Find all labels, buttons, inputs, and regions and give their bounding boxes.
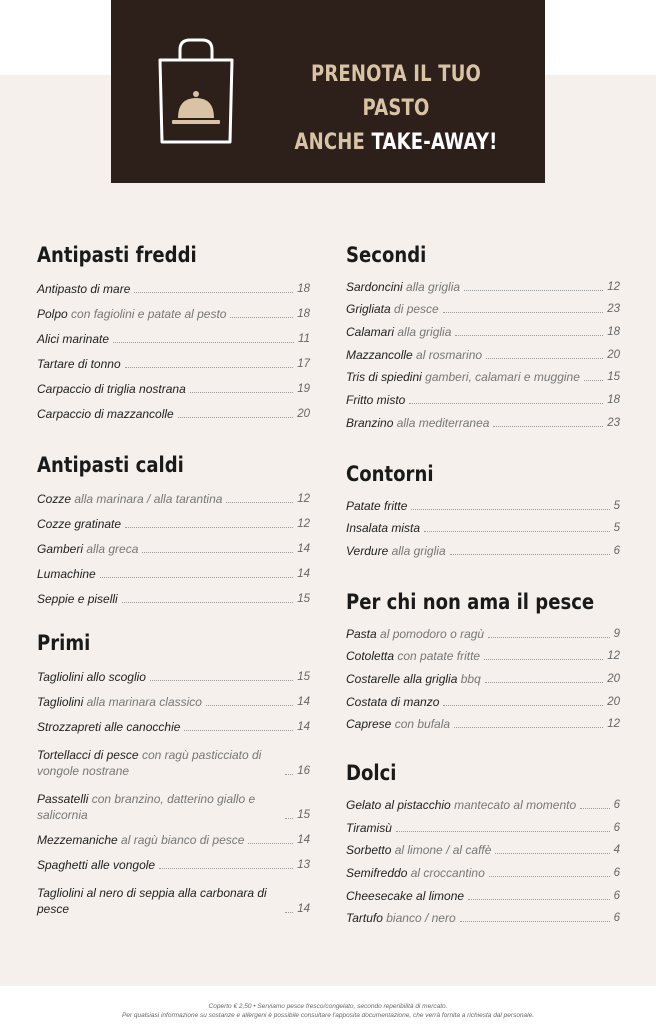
dotted-leader: [125, 527, 293, 528]
menu-list: [346, 274, 620, 433]
menu-item-text: [37, 491, 222, 507]
menu-item-text: [346, 301, 439, 317]
menu-item-text: [346, 820, 392, 836]
menu-item-price: 6: [613, 912, 620, 925]
menu-item-price: 13: [297, 859, 310, 871]
menu-item: [346, 792, 620, 815]
menu-item-name: Mezzemaniche: [37, 833, 118, 847]
menu-item-price: 6: [613, 867, 620, 880]
menu-item-price: 18: [607, 394, 620, 407]
dotted-leader: [580, 808, 609, 809]
menu-item-name: Tagliolini al nero di seppia alla carbonara di pesce: [37, 886, 267, 916]
menu-item-text: [346, 842, 491, 858]
dotted-leader: [493, 426, 603, 427]
takeaway-banner: [111, 0, 545, 183]
menu-item-description: alla griglia: [394, 325, 452, 340]
dotted-leader: [411, 509, 609, 510]
menu-item-name: Sorbetto: [346, 843, 392, 858]
menu-item-price: 20: [297, 408, 310, 420]
dotted-leader: [424, 531, 610, 532]
dotted-leader: [454, 727, 603, 728]
dotted-leader: [184, 730, 293, 731]
section-title: Contorni: [346, 461, 434, 486]
menu-item-name: Tris di spiedini: [346, 370, 422, 385]
dotted-leader: [206, 705, 293, 706]
dotted-leader: [455, 335, 603, 336]
menu-item-name: Carpaccio di mazzancolle: [37, 407, 174, 421]
menu-item-text: [346, 865, 485, 881]
menu-item: [346, 906, 620, 929]
menu-item-text: [37, 832, 244, 848]
menu-item-price: 12: [607, 280, 620, 293]
menu-item: [346, 644, 620, 667]
menu-item: [37, 484, 310, 509]
dotted-leader: [113, 342, 294, 343]
menu-item-text: [37, 516, 121, 532]
menu-item: [346, 297, 620, 320]
dotted-leader: [285, 774, 293, 775]
menu-item-text: [37, 857, 155, 873]
menu-item-price: 5: [613, 522, 620, 535]
section-antipasti-caldi: [37, 446, 310, 609]
section-non-pesce: [346, 583, 620, 734]
menu-item-price: 14: [297, 696, 310, 708]
menu-item: [37, 825, 310, 850]
menu-item: [346, 387, 620, 410]
menu-item-name: Insalata mista: [346, 521, 421, 536]
menu-item-description: bbq: [457, 671, 481, 686]
menu-item-description: alla marinara classico: [83, 695, 202, 709]
menu-item-description: con ragù pasticciato di vongole nostrane: [37, 748, 262, 778]
menu-item-description: alla griglia: [388, 543, 446, 558]
menu-item-price: 9: [613, 627, 620, 640]
menu-item-name: Cozze: [37, 492, 72, 506]
menu-item-text: [346, 347, 482, 363]
dotted-leader: [443, 705, 603, 706]
dotted-leader: [409, 403, 603, 404]
menu-item-name: Seppie e piselli: [37, 592, 118, 606]
menu-item-description: con bufala: [391, 717, 451, 732]
menu-item: [37, 274, 310, 299]
menu-item-price: 19: [297, 383, 310, 395]
menu-list: [346, 621, 620, 734]
dotted-leader: [125, 367, 294, 368]
menu-item: [37, 687, 310, 712]
menu-item-name: Caprese: [346, 717, 392, 732]
menu-item-name: Verdure: [346, 543, 389, 558]
menu-item: [346, 365, 620, 388]
menu-item: [37, 509, 310, 534]
menu-item: [346, 712, 620, 735]
menu-item-description: con fagiolini e patate al pesto: [67, 307, 227, 321]
menu-item-price: 6: [613, 544, 620, 557]
menu-item-name: Passatelli: [37, 792, 89, 806]
menu-item-description: con patate fritte: [394, 649, 481, 664]
dotted-leader: [443, 312, 603, 313]
menu-item-text: [346, 415, 489, 431]
banner-line-2: [285, 126, 506, 160]
dotted-leader: [485, 682, 603, 683]
menu-item-text: [346, 648, 480, 664]
menu-item-name: Fritto misto: [346, 393, 406, 408]
menu-item-price: 15: [607, 371, 620, 384]
menu-column-left: [37, 236, 310, 919]
dotted-leader: [285, 912, 293, 913]
banner-text: [285, 58, 506, 160]
menu-item-name: Gamberi: [37, 542, 84, 556]
dotted-leader: [142, 552, 293, 553]
menu-item-text: [346, 324, 451, 340]
menu-item-name: Lumachine: [37, 567, 96, 581]
menu-item-name: Tartare di tonno: [37, 357, 121, 371]
dotted-leader: [495, 853, 609, 854]
dotted-leader: [190, 392, 293, 393]
menu-item: [346, 666, 620, 689]
menu-item-name: Costarelle alla griglia: [346, 671, 458, 686]
menu-item-description: al limone / al caffè: [391, 843, 492, 858]
menu-item-price: 15: [297, 809, 310, 821]
menu-item-text: [346, 671, 481, 687]
menu-item-text: [37, 356, 121, 372]
menu-item-text: [37, 381, 186, 397]
menu-item-text: [37, 669, 146, 685]
dotted-leader: [285, 818, 293, 819]
menu-item-text: [346, 392, 405, 408]
banner-anche: ANCHE: [294, 130, 372, 155]
dotted-leader: [100, 577, 293, 578]
menu-item-price: 11: [298, 333, 310, 345]
menu-item-price: 15: [297, 593, 310, 605]
menu-item: [346, 838, 620, 861]
menu-item-text: [37, 791, 281, 823]
menu-item-name: Branzino: [346, 415, 394, 430]
dotted-leader: [178, 417, 293, 418]
menu-item: [346, 815, 620, 838]
menu-item-price: 4: [613, 844, 620, 857]
menu-item-price: 18: [297, 283, 310, 295]
section-title: Dolci: [346, 761, 397, 786]
menu-item-name: Carpaccio di triglia nostrana: [37, 382, 186, 396]
menu-item-text: [346, 626, 484, 642]
menu-item: [37, 712, 310, 737]
menu-item: [346, 342, 620, 365]
menu-item-name: Tartufo: [346, 911, 383, 926]
menu-item: [346, 621, 620, 644]
dotted-leader: [468, 899, 610, 900]
menu-item-name: Tortellacci di pesce: [37, 748, 139, 762]
menu-item: [37, 850, 310, 875]
menu-item-name: Patate fritte: [346, 498, 408, 513]
dotted-leader: [134, 292, 293, 293]
section-antipasti-freddi: [37, 236, 310, 424]
menu-item-text: [37, 694, 202, 710]
menu-item-name: Pasta: [346, 626, 377, 641]
menu-item-text: [346, 797, 576, 813]
menu-item-description: alla mediterranea: [393, 415, 490, 430]
menu-item: [346, 274, 620, 297]
menu-item: [37, 349, 310, 374]
footer-note: [0, 1002, 656, 1020]
menu-item-name: Cheesecake al limone: [346, 888, 465, 903]
menu-item-price: 12: [607, 718, 620, 731]
menu-item-name: Polpo: [37, 307, 68, 321]
menu-item-text: [37, 406, 174, 422]
menu-item-name: Costata di manzo: [346, 694, 440, 709]
menu-item: [346, 410, 620, 433]
menu-item-price: 6: [613, 821, 620, 834]
menu-item-price: 12: [607, 650, 620, 663]
menu-item-description: bianco / nero: [382, 911, 456, 926]
menu-item-name: Gelato al pistacchio: [346, 798, 451, 812]
menu-item: [346, 319, 620, 342]
menu-item-price: 14: [297, 568, 310, 580]
menu-list: [37, 484, 310, 609]
dotted-leader: [396, 831, 610, 832]
menu-item-description: di pesce: [390, 302, 439, 317]
menu-list: [346, 493, 620, 561]
menu-item-name: Mazzancolle: [346, 347, 413, 362]
menu-item-text: [37, 747, 281, 779]
menu-item-text: [37, 885, 281, 917]
menu-item-price: 6: [613, 799, 620, 811]
menu-item-text: [346, 498, 407, 514]
section-secondi: [346, 236, 620, 433]
menu-item-description: mantecato al momento: [450, 798, 577, 812]
menu-item-text: [37, 566, 96, 582]
section-title: Antipasti freddi: [37, 243, 197, 267]
dotted-leader: [488, 637, 610, 638]
menu-item-name: Tiramisù: [346, 820, 392, 835]
menu-item: [37, 875, 310, 919]
menu-item-text: [346, 369, 580, 385]
menu-item: [346, 689, 620, 712]
menu-item-name: Calamari: [346, 325, 395, 340]
menu-item: [37, 299, 310, 324]
menu-item-name: Antipasto di mare: [37, 282, 131, 296]
menu-item-text: [37, 541, 138, 557]
menu-item-price: 15: [297, 671, 310, 683]
menu-item-description: alla griglia: [402, 279, 461, 294]
menu-item: [37, 781, 310, 825]
menu-item-description: alla marinara / alla tarantina: [71, 492, 223, 506]
menu-item-text: [346, 716, 450, 732]
menu-item-name: Grigliata: [346, 302, 391, 317]
dotted-leader: [464, 290, 603, 291]
menu-item: [346, 538, 620, 561]
dotted-leader: [489, 876, 610, 877]
menu-item-price: 6: [613, 889, 620, 902]
menu-item: [37, 374, 310, 399]
menu-item-name: Sardoncini: [346, 279, 403, 294]
section-title: Per chi non ama il pesce: [346, 589, 595, 614]
menu-list: [37, 662, 310, 919]
section-title: Secondi: [346, 243, 427, 267]
menu-item-description: al ragù bianco di pesce: [117, 833, 245, 847]
menu-item: [346, 516, 620, 539]
menu-item-name: Tagliolini: [37, 695, 84, 709]
menu-list: [346, 792, 620, 928]
dotted-leader: [122, 602, 293, 603]
menu-item-name: Semifreddo: [346, 866, 408, 881]
menu-item-description: al pomodoro o ragù: [376, 626, 485, 641]
dotted-leader: [484, 659, 603, 660]
dotted-leader: [486, 358, 603, 359]
menu-item-text: [346, 694, 439, 710]
menu-item-price: 14: [297, 543, 310, 555]
menu-item-text: [346, 543, 446, 559]
menu-item-name: Strozzapreti alle canocchie: [37, 720, 181, 734]
banner-takeaway: TAKE-AWAY!: [371, 130, 498, 155]
menu-item: [37, 559, 310, 584]
menu-item-text: [37, 281, 130, 297]
menu-item-text: [346, 888, 464, 904]
menu-column-right: [346, 236, 620, 928]
menu-item-text: [37, 719, 180, 735]
dotted-leader: [159, 868, 293, 869]
menu-item-description: gamberi, calamari e muggine: [421, 370, 580, 385]
dotted-leader: [226, 502, 293, 503]
menu-item-price: 23: [607, 303, 620, 316]
menu-item-name: Tagliolini allo scoglio: [37, 670, 146, 684]
menu-item: [37, 737, 310, 781]
menu-item: [37, 399, 310, 424]
menu-item-price: 18: [607, 326, 620, 339]
menu-item-text: [37, 306, 226, 322]
menu-item-description: alla greca: [83, 542, 139, 556]
menu-item-price: 5: [613, 499, 620, 512]
menu-item-name: Cotoletta: [346, 649, 395, 664]
dotted-leader: [450, 554, 610, 555]
menu-item-price: 20: [607, 672, 620, 685]
section-primi: [37, 624, 310, 919]
menu-item-text: [346, 520, 420, 536]
section-dolci: [346, 754, 620, 928]
menu-item-description: con branzino, datterino giallo e salicornia: [37, 792, 256, 822]
menu-item-price: 20: [607, 695, 620, 708]
menu-item-price: 16: [297, 765, 310, 777]
menu-item: [346, 883, 620, 906]
menu-item-price: 18: [297, 308, 310, 320]
dotted-leader: [230, 317, 293, 318]
menu-item-text: [37, 591, 118, 607]
section-contorni: [346, 455, 620, 561]
menu-item: [346, 493, 620, 516]
menu-item-price: 20: [607, 348, 620, 361]
menu-item: [37, 534, 310, 559]
menu-item-price: 14: [297, 834, 310, 846]
menu-item-name: Cozze gratinate: [37, 517, 122, 531]
menu-item: [37, 584, 310, 609]
dotted-leader: [150, 680, 293, 681]
banner-line-1: PRENOTA IL TUO PASTO: [310, 62, 482, 121]
menu-list: [37, 274, 310, 424]
footer-line-2: Per qualsiasi informazione su sostanze e allergeni è possibile consultare l'apposita documentazione, che verrà fornita a richiesta dal personale.: [121, 1012, 535, 1019]
takeaway-bag-icon: [154, 38, 238, 144]
menu-item-text: [346, 910, 456, 926]
menu-item-description: al croccantino: [407, 866, 485, 881]
dotted-leader: [460, 921, 610, 922]
menu-item-price: 23: [607, 416, 620, 429]
section-title: Primi: [37, 631, 91, 655]
menu-item-price: 17: [297, 358, 310, 370]
menu-item-text: [37, 331, 109, 347]
section-title: Antipasti caldi: [37, 453, 184, 477]
menu-item-price: 14: [297, 903, 310, 915]
menu-item-text: [346, 279, 460, 295]
menu-item: [37, 662, 310, 687]
menu-item-description: al rosmarino: [412, 347, 483, 362]
dotted-leader: [248, 843, 293, 844]
menu-item: [346, 860, 620, 883]
dotted-leader: [584, 380, 603, 381]
menu-item-name: Spaghetti alle vongole: [37, 858, 156, 872]
menu-item: [37, 324, 310, 349]
menu-item-name: Alici marinate: [37, 332, 110, 346]
menu-item-price: 12: [297, 493, 310, 505]
footer-line-1: Coperto € 2,50 • Serviamo pesce fresco/congelato, secondo reperibilità di mercato.: [208, 1003, 448, 1010]
menu-item-price: 14: [297, 721, 310, 733]
menu-item-price: 12: [297, 518, 310, 530]
